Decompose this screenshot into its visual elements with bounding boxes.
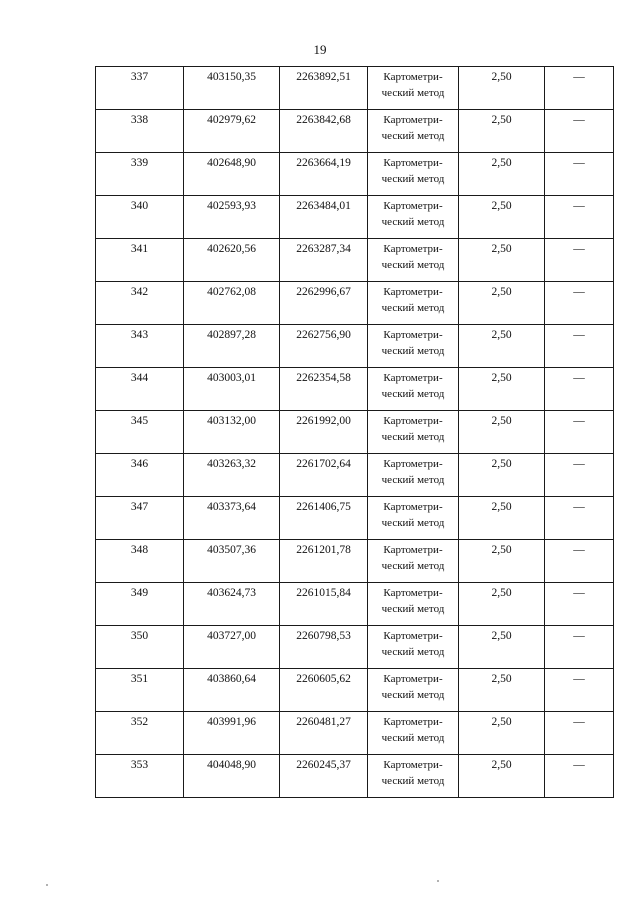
note-dash-cell: —	[545, 454, 614, 497]
point-number-cell: 337	[96, 67, 184, 110]
method-line-2: ческий метод	[381, 474, 445, 486]
x-coordinate-cell: 404048,90	[184, 755, 280, 798]
method-cell	[368, 325, 459, 368]
table-row	[96, 497, 614, 540]
note-dash-cell: —	[545, 153, 614, 196]
method-line-2: ческий метод	[381, 87, 445, 99]
method-cell	[368, 540, 459, 583]
accuracy-cell: 2,50	[459, 626, 545, 669]
x-coordinate-cell: 402620,56	[184, 239, 280, 282]
x-coordinate-cell: 402979,62	[184, 110, 280, 153]
method-line-1: Картометри-	[383, 544, 443, 556]
accuracy-cell: 2,50	[459, 153, 545, 196]
method-line-2: ческий метод	[381, 775, 445, 787]
y-coordinate-cell: 2261406,75	[280, 497, 368, 540]
method-cell	[368, 282, 459, 325]
x-coordinate-cell: 403624,73	[184, 583, 280, 626]
table-row	[96, 583, 614, 626]
accuracy-cell: 2,50	[459, 712, 545, 755]
table-row	[96, 239, 614, 282]
x-coordinate-cell: 403263,32	[184, 454, 280, 497]
method-line-2: ческий метод	[381, 517, 445, 529]
scan-speck	[46, 884, 48, 886]
method-line-2: ческий метод	[381, 388, 445, 400]
accuracy-cell: 2,50	[459, 583, 545, 626]
note-dash-cell: —	[545, 755, 614, 798]
method-line-1: Картометри-	[383, 71, 443, 83]
x-coordinate-cell: 403860,64	[184, 669, 280, 712]
x-coordinate-cell: 403003,01	[184, 368, 280, 411]
y-coordinate-cell: 2262354,58	[280, 368, 368, 411]
note-dash-cell: —	[545, 712, 614, 755]
scan-speck	[437, 880, 439, 882]
x-coordinate-cell: 403727,00	[184, 626, 280, 669]
method-cell	[368, 755, 459, 798]
method-line-1: Картометри-	[383, 286, 443, 298]
note-dash-cell: —	[545, 325, 614, 368]
table-row	[96, 454, 614, 497]
method-line-1: Картометри-	[383, 716, 443, 728]
point-number-cell: 338	[96, 110, 184, 153]
point-number-cell: 341	[96, 239, 184, 282]
table-row	[96, 196, 614, 239]
method-line-1: Картометри-	[383, 415, 443, 427]
method-line-1: Картометри-	[383, 157, 443, 169]
point-number-cell: 349	[96, 583, 184, 626]
coordinates-table	[95, 66, 614, 798]
note-dash-cell: —	[545, 411, 614, 454]
accuracy-cell: 2,50	[459, 368, 545, 411]
table-row	[96, 368, 614, 411]
accuracy-cell: 2,50	[459, 497, 545, 540]
point-number-cell: 347	[96, 497, 184, 540]
y-coordinate-cell: 2263664,19	[280, 153, 368, 196]
point-number-cell: 342	[96, 282, 184, 325]
method-line-2: ческий метод	[381, 259, 445, 271]
x-coordinate-cell: 402648,90	[184, 153, 280, 196]
method-line-1: Картометри-	[383, 501, 443, 513]
point-number-cell: 340	[96, 196, 184, 239]
method-line-2: ческий метод	[381, 345, 445, 357]
table-row	[96, 325, 614, 368]
method-cell	[368, 454, 459, 497]
table-row	[96, 411, 614, 454]
method-cell	[368, 669, 459, 712]
note-dash-cell: —	[545, 583, 614, 626]
method-cell	[368, 583, 459, 626]
accuracy-cell: 2,50	[459, 755, 545, 798]
method-cell	[368, 411, 459, 454]
note-dash-cell: —	[545, 239, 614, 282]
method-cell	[368, 626, 459, 669]
x-coordinate-cell: 403373,64	[184, 497, 280, 540]
note-dash-cell: —	[545, 497, 614, 540]
point-number-cell: 351	[96, 669, 184, 712]
table-row	[96, 67, 614, 110]
method-line-1: Картометри-	[383, 114, 443, 126]
point-number-cell: 353	[96, 755, 184, 798]
method-line-1: Картометри-	[383, 329, 443, 341]
x-coordinate-cell: 403150,35	[184, 67, 280, 110]
x-coordinate-cell: 402593,93	[184, 196, 280, 239]
y-coordinate-cell: 2261702,64	[280, 454, 368, 497]
y-coordinate-cell: 2263484,01	[280, 196, 368, 239]
y-coordinate-cell: 2261992,00	[280, 411, 368, 454]
accuracy-cell: 2,50	[459, 67, 545, 110]
x-coordinate-cell: 403132,00	[184, 411, 280, 454]
method-line-1: Картометри-	[383, 673, 443, 685]
table-row	[96, 626, 614, 669]
table-row	[96, 669, 614, 712]
x-coordinate-cell: 402762,08	[184, 282, 280, 325]
y-coordinate-cell: 2262756,90	[280, 325, 368, 368]
point-number-cell: 346	[96, 454, 184, 497]
y-coordinate-cell: 2263892,51	[280, 67, 368, 110]
method-line-2: ческий метод	[381, 603, 445, 615]
table-row	[96, 282, 614, 325]
method-line-2: ческий метод	[381, 216, 445, 228]
y-coordinate-cell: 2262996,67	[280, 282, 368, 325]
method-line-2: ческий метод	[381, 173, 445, 185]
note-dash-cell: —	[545, 196, 614, 239]
method-line-2: ческий метод	[381, 689, 445, 701]
point-number-cell: 348	[96, 540, 184, 583]
note-dash-cell: —	[545, 368, 614, 411]
accuracy-cell: 2,50	[459, 110, 545, 153]
method-line-1: Картометри-	[383, 630, 443, 642]
accuracy-cell: 2,50	[459, 282, 545, 325]
y-coordinate-cell: 2260481,27	[280, 712, 368, 755]
method-line-2: ческий метод	[381, 560, 445, 572]
accuracy-cell: 2,50	[459, 411, 545, 454]
y-coordinate-cell: 2261015,84	[280, 583, 368, 626]
x-coordinate-cell: 403507,36	[184, 540, 280, 583]
point-number-cell: 343	[96, 325, 184, 368]
x-coordinate-cell: 403991,96	[184, 712, 280, 755]
table-row	[96, 540, 614, 583]
page-number: 19	[313, 42, 327, 57]
note-dash-cell: —	[545, 540, 614, 583]
note-dash-cell: —	[545, 110, 614, 153]
method-cell	[368, 712, 459, 755]
method-line-2: ческий метод	[381, 431, 445, 443]
method-line-2: ческий метод	[381, 732, 445, 744]
accuracy-cell: 2,50	[459, 325, 545, 368]
y-coordinate-cell: 2260245,37	[280, 755, 368, 798]
y-coordinate-cell: 2263842,68	[280, 110, 368, 153]
accuracy-cell: 2,50	[459, 540, 545, 583]
point-number-cell: 352	[96, 712, 184, 755]
method-line-1: Картометри-	[383, 372, 443, 384]
method-cell	[368, 497, 459, 540]
y-coordinate-cell: 2261201,78	[280, 540, 368, 583]
method-line-1: Картометри-	[383, 243, 443, 255]
note-dash-cell: —	[545, 626, 614, 669]
method-cell	[368, 368, 459, 411]
accuracy-cell: 2,50	[459, 454, 545, 497]
accuracy-cell: 2,50	[459, 196, 545, 239]
accuracy-cell: 2,50	[459, 669, 545, 712]
point-number-cell: 339	[96, 153, 184, 196]
method-line-1: Картометри-	[383, 458, 443, 470]
method-line-2: ческий метод	[381, 646, 445, 658]
point-number-cell: 345	[96, 411, 184, 454]
table-row	[96, 755, 614, 798]
coordinates-table-body	[96, 67, 614, 798]
point-number-cell: 344	[96, 368, 184, 411]
accuracy-cell: 2,50	[459, 239, 545, 282]
method-line-1: Картометри-	[383, 759, 443, 771]
method-line-2: ческий метод	[381, 302, 445, 314]
method-line-1: Картометри-	[383, 587, 443, 599]
method-cell	[368, 196, 459, 239]
note-dash-cell: —	[545, 67, 614, 110]
y-coordinate-cell: 2260605,62	[280, 669, 368, 712]
method-cell	[368, 153, 459, 196]
point-number-cell: 350	[96, 626, 184, 669]
x-coordinate-cell: 402897,28	[184, 325, 280, 368]
y-coordinate-cell: 2263287,34	[280, 239, 368, 282]
note-dash-cell: —	[545, 282, 614, 325]
y-coordinate-cell: 2260798,53	[280, 626, 368, 669]
method-cell	[368, 110, 459, 153]
method-cell	[368, 67, 459, 110]
method-line-1: Картометри-	[383, 200, 443, 212]
table-row	[96, 153, 614, 196]
method-cell	[368, 239, 459, 282]
table-row	[96, 110, 614, 153]
method-line-2: ческий метод	[381, 130, 445, 142]
table-row	[96, 712, 614, 755]
note-dash-cell: —	[545, 669, 614, 712]
